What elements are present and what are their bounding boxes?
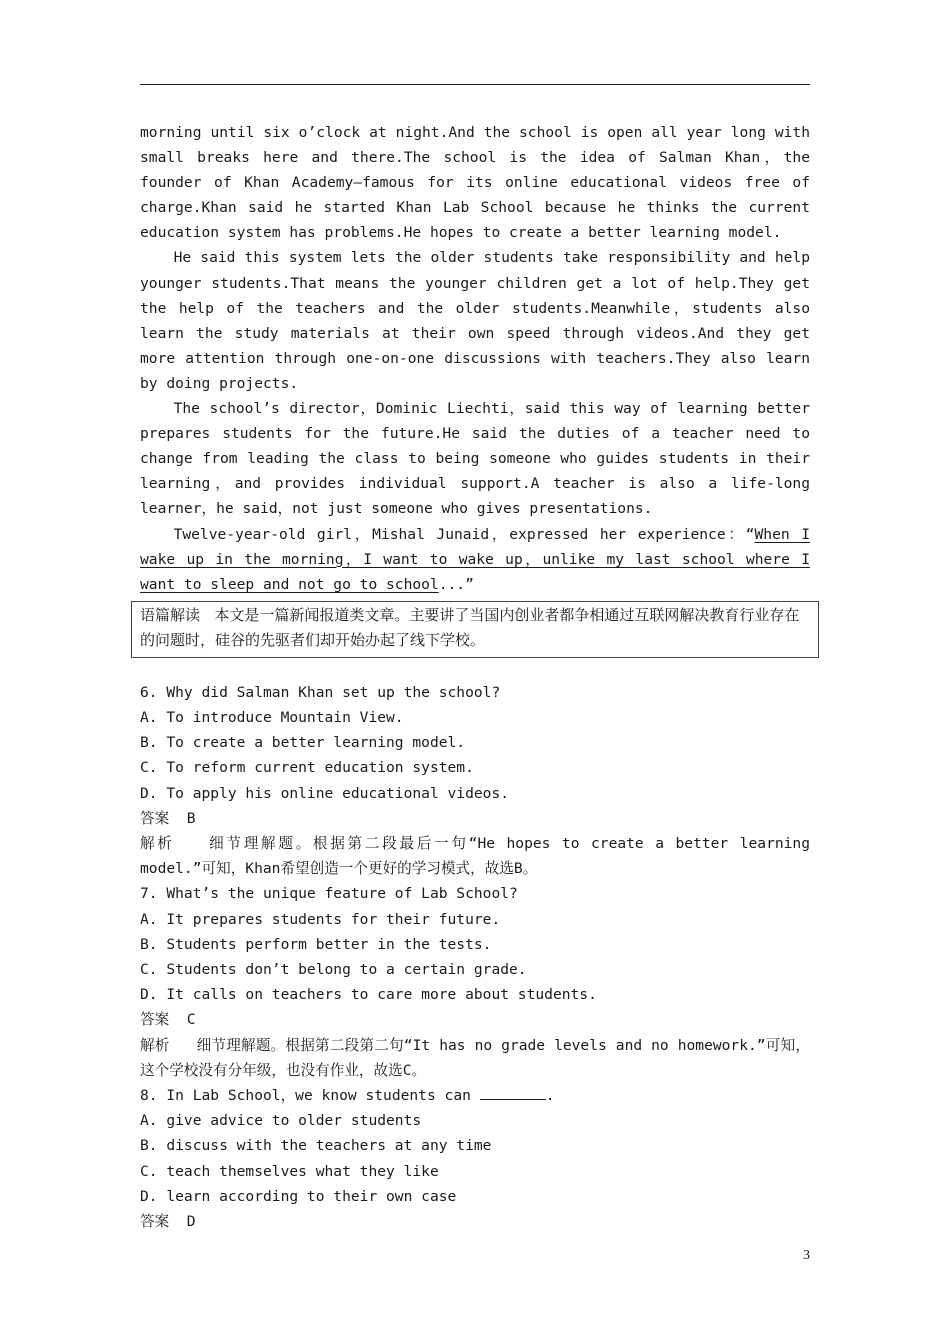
- answer-label: 答案: [140, 809, 170, 827]
- answer-line: [140, 1209, 810, 1234]
- option-a: A. It prepares students for their future.: [140, 910, 501, 928]
- stem-end: .: [545, 1087, 555, 1105]
- option-b: B. Students perform better in the tests.: [140, 935, 492, 953]
- question-stem: [140, 1083, 810, 1108]
- option-b: B. discuss with the teachers at any time: [140, 1137, 492, 1155]
- analysis-text: 细节理解题。根据第二段第二句“It has no grade levels and no homework.”可知，这个学校没有分年级，也没有作业，故选C。: [140, 1036, 810, 1079]
- option-c: C. teach themselves what they like: [140, 1162, 439, 1180]
- summary-text: 本文是一篇新闻报道类文章。主要讲了当国内创业者都争相通过互联网解决教育行业存在的问题时，硅谷的先驱者们却开始办起了线下学校。: [140, 605, 800, 649]
- page-content: [140, 120, 810, 1234]
- passage-paragraph-3: The school’s director，Dominic Liechti，said this way of learning better prepares students for the future.He said the duties of a teacher need to change from leading the class to being someone who guides students in their learning，and provides individual support.A teacher is also a life-long learner，he said，not just someone who gives presentations.: [140, 400, 810, 518]
- option-b: B. To create a better learning model.: [140, 734, 466, 752]
- option-d: D. It calls on teachers to care more about students.: [140, 986, 597, 1004]
- option-c: C. Students don’t belong to a certain grade.: [140, 961, 527, 979]
- analysis-line: [140, 1033, 810, 1083]
- answer-line: [140, 806, 810, 831]
- answer-value: C: [186, 1011, 196, 1029]
- question-stem: 7. What’s the unique feature of Lab School?: [140, 885, 518, 903]
- answer-line: [140, 1007, 810, 1032]
- option-d: D. learn according to their own case: [140, 1187, 457, 1205]
- answer-value: D: [186, 1213, 196, 1231]
- stem-text: 8. In Lab School，we know students can: [140, 1087, 480, 1105]
- header-rule: [140, 84, 810, 85]
- analysis-text: 细节理解题。根据第二段最后一句“He hopes to create a better learning model.”可知，Khan希望创造一个更好的学习模式，故选B。: [140, 835, 810, 878]
- option-a: A. give advice to older students: [140, 1112, 422, 1130]
- passage-paragraph-2: He said this system lets the older students take responsibility and help younger students.That means the younger children get a lot of help.They get the help of the teachers and the older students.Meanwhile，students also learn the study materials at their own speed through videos.And they get more attention through one-on-one discussions with teachers.They also learn by doing projects.: [140, 249, 810, 392]
- answer-value: B: [186, 809, 196, 827]
- answer-label: 答案: [140, 1011, 170, 1029]
- page-number: 3: [803, 1248, 810, 1263]
- option-d: D. To apply his online educational videos.: [140, 784, 510, 802]
- summary-label: 语篇解读: [140, 605, 201, 624]
- quote-end: ...”: [438, 575, 474, 593]
- option-c: C. To reform current education system.: [140, 759, 474, 777]
- question-section: [140, 680, 810, 1234]
- analysis-label: 解析: [140, 835, 175, 852]
- analysis-line: [140, 831, 810, 881]
- underlined-quote: When I wake up in the morning，I want to wake up，unlike my last school where I want to sleep and not go to school: [140, 525, 810, 593]
- option-a: A. To introduce Mountain View.: [140, 708, 404, 726]
- passage-paragraph-1: morning until six o’clock at night.And the school is open all year long with small breaks here and there.The school is the idea of Salman Khan，the founder of Khan Academy—famous for its online educational videos free of charge.Khan said he started Khan Lab School because he thinks the current education system has problems.He hopes to create a better learning model.: [140, 124, 810, 242]
- fill-blank: [480, 1084, 546, 1100]
- question-stem: 6. Why did Salman Khan set up the school?: [140, 683, 501, 701]
- answer-label: 答案: [140, 1213, 170, 1231]
- analysis-label: 解析: [140, 1036, 170, 1054]
- summary-box: [131, 601, 819, 658]
- quote-lead: Twelve-year-old girl，Mishal Junaid，expressed her experience：“: [173, 525, 755, 543]
- passage-paragraph-4: [140, 522, 810, 597]
